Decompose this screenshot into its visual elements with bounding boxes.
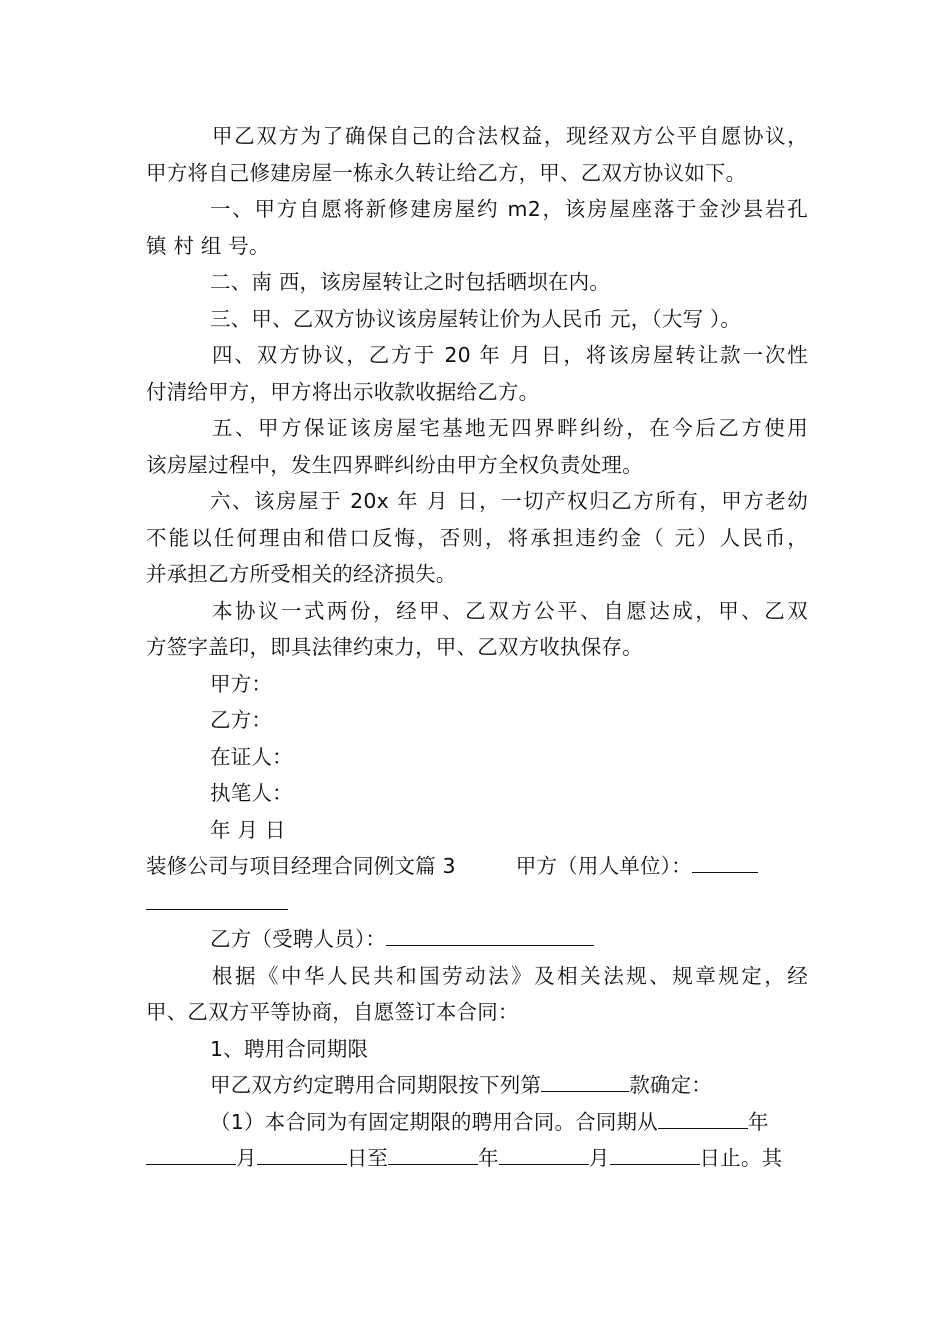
term-line: [146, 1067, 808, 1104]
date-range-line: [146, 1140, 808, 1177]
paragraph-line: 本协议一式两份，经甲、乙双方公平、自愿达成，甲、乙双: [212, 598, 808, 623]
end-year-blank[interactable]: [388, 1142, 478, 1165]
month-unit: 月: [236, 1146, 257, 1170]
paragraph-line: 五、甲方保证该房屋宅基地无四界畔纠纷，在今后乙方使用: [212, 416, 808, 440]
end-day-blank[interactable]: [610, 1142, 700, 1165]
year-unit: 年: [747, 1109, 769, 1134]
paragraph-line: 方签字盖印，即具法律约束力，甲、乙双方收执保存。: [146, 635, 643, 659]
paragraph-line: 该房屋过程中，发生四界畔纠纷由甲方全权负责处理。: [146, 452, 643, 477]
paragraph-line: 甲方将自己修建房屋一栋永久转让给乙方，甲、乙双方协议如下。: [146, 160, 747, 185]
end-month-blank[interactable]: [499, 1142, 589, 1165]
paragraph-line: 六、该房屋于 20x 年 月 日，一切产权归乙方所有，甲方老幼: [210, 489, 808, 513]
clause-line: [146, 1104, 808, 1141]
paragraph-line: 四、双方协议，乙方于 20 年 月 日，将该房屋转让款一次性: [212, 343, 808, 367]
term-blank[interactable]: [541, 1069, 629, 1092]
term-text: 甲乙双方约定聘用合同期限按下列第: [210, 1073, 542, 1097]
signature-writer: 执笔人：: [210, 781, 293, 805]
paragraph-line: 镇 村 组 号。: [146, 233, 270, 258]
signature-witness: 在证人：: [210, 744, 293, 769]
signature-party-b: 乙方：: [210, 708, 273, 732]
paragraph-line: 一、甲方自愿将新修建房屋约 m2，该房屋座落于金沙县岩孔: [210, 197, 808, 221]
paragraph-line: 二、南 西，该房屋转让之时包括晒坝在内。: [210, 270, 611, 294]
section-title: 装修公司与项目经理合同例文篇 3: [146, 854, 456, 878]
paragraph-line: 甲、乙双方平等协商，自愿签订本合同：: [146, 1000, 519, 1024]
term-text-end: 款确定：: [629, 1073, 713, 1097]
start-day-blank[interactable]: [257, 1142, 347, 1165]
clause-text: （1）本合同为有固定期限的聘用合同。合同期从: [210, 1109, 658, 1134]
paragraph-line: 三、甲、乙双方协议该房屋转让价为人民币 元，（大写 ）。: [210, 306, 742, 331]
paragraph-line: 根据《中华人民共和国劳动法》及相关法规、规章规定，经: [212, 963, 808, 988]
month-unit: 月: [588, 1146, 610, 1170]
party-a-blank[interactable]: [692, 850, 758, 873]
paragraph-line: 不能以任何理由和借口反悔，否则，将承担违约金（ 元）人民币，: [146, 525, 808, 550]
document-body: [146, 118, 808, 1177]
party-b-line: [146, 921, 808, 958]
day-end-unit: 日止。其: [699, 1146, 783, 1170]
signature-party-a: 甲方：: [210, 671, 273, 696]
party-a-label: 甲方（用人单位）：: [515, 854, 692, 878]
party-b-blank[interactable]: [386, 923, 594, 946]
day-to-unit: 日至: [346, 1146, 389, 1170]
paragraph-line: 甲乙双方为了确保自己的合法权益，现经双方公平自愿协议，: [212, 124, 808, 148]
year-unit: 年: [478, 1146, 499, 1170]
section-title-line: [146, 848, 808, 885]
party-a-blank-continued: [146, 885, 808, 922]
start-month-blank[interactable]: [146, 1142, 236, 1165]
paragraph-line: 并承担乙方所受相关的经济损失。: [146, 562, 457, 586]
party-a-blank-2[interactable]: [146, 887, 288, 910]
paragraph-line: 付清给甲方，甲方将出示收款收据给乙方。: [146, 379, 540, 404]
item-heading: 1、聘用合同期限: [210, 1036, 369, 1061]
party-b-label: 乙方（受聘人员）：: [210, 927, 387, 951]
signature-date: 年 月 日: [210, 817, 286, 842]
start-year-blank[interactable]: [658, 1106, 748, 1129]
